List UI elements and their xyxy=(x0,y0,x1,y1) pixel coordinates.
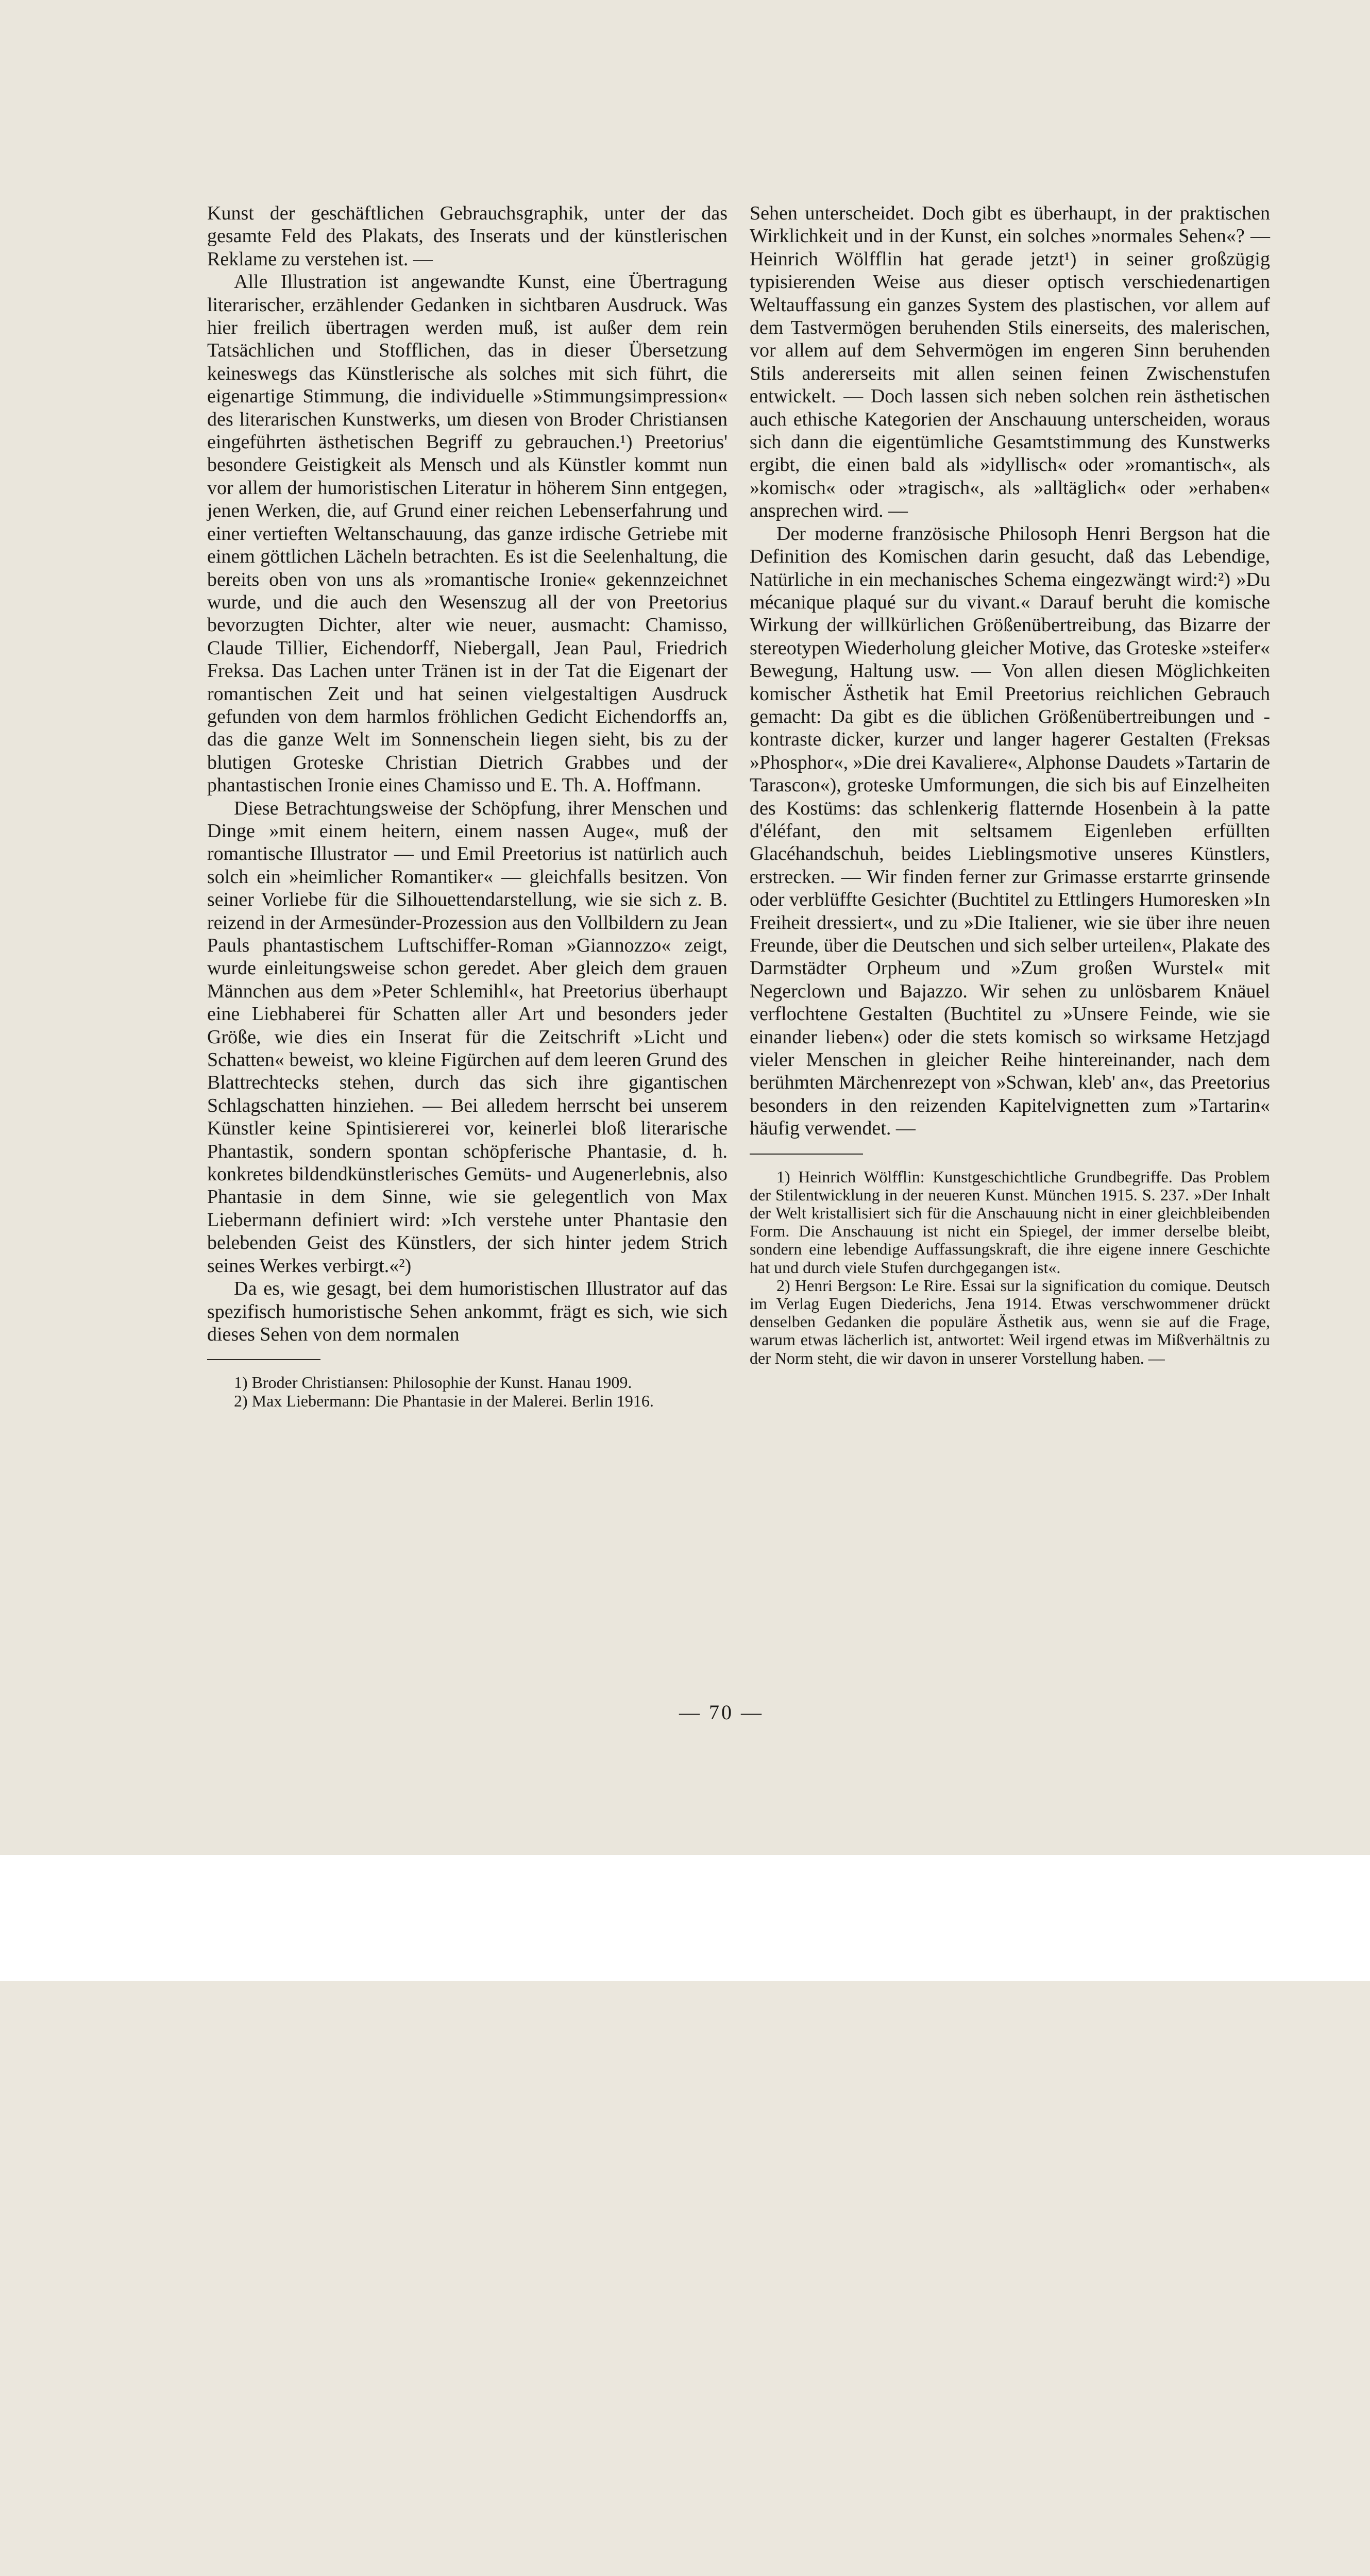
paragraph: Der moderne französische Philosoph Henri Bergson hat die Definition des Komischen darin gesucht, daß das Lebendige, Natürliche in ein mechanisches Schema eingezwängt wird:²) »Du mécanique plaqué sur du vivant.« Darauf beruht die komische Wirkung der willkürlichen Größenübertreibung, das Bizarre der stereotypen Wiederholung gleicher Motive, das Groteske »steifer« Bewegung, Haltung usw. — Von allen diesen Möglichkeiten komischer Ästhetik hat Emil Preetorius reichlichen Gebrauch gemacht: Da gibt es die üblichen Größenübertreibungen und -kontraste dicker, kurzer und langer hagerer Gestalten (Freksas »Phosphor«, »Die drei Kavaliere«, Alphonse Daudets »Tartarin de Tarascon«), groteske Umformungen, die sich bis auf Einzelheiten des Kostüms: das schlenkerig flatternde Hosenbein à la patte d'éléfant, den mit seltsamem Eigenleben erfüllten Glacéhandschuh, beides Lieblingsmotive unseres Künstlers, erstrecken. — Wir finden ferner zur Grimasse erstarrte grinsende oder verblüffte Gesichter (Buchtitel zu Ettlingers Humoresken »In Freiheit dressiert«, und zu »Die Italiener, wie sie über ihre neuen Freunde, über die Deutschen und sich selber urteilen«, Plakate des Darmstädter Orpheum und »Zum großen Wurstel« mit Negerclown und Bajazzo. Wir sehen zu unlösbarem Knäuel verflochtene Gestalten (Buchtitel zu »Unsere Feinde, wie sie einander lieben«) oder die stets komisch so wirksame Hetzjagd vieler Menschen in gleicher Reihe hintereinander, nach dem berühmten Märchenrezept von »Schwan, kleb' an«, das Preetorius besonders in den reizenden Kapitelvignetten zum »Tartarin« häufig verwendet. — xyxy=(750,522,1270,1140)
paragraph: Da es, wie gesagt, bei dem humoristischen Illustrator auf das spezifisch humoristische Sehen ankommt, frägt es sich, wie sich dieses Sehen von dem normalen xyxy=(207,1278,728,1345)
paragraph: Kunst der geschäftlichen Gebrauchsgraphik, unter der das gesamte Feld des Plakats, des Inserats und der künstlerischen Reklame zu verstehen ist. — xyxy=(207,202,728,270)
footnote: 2) Henri Bergson: Le Rire. Essai sur la signification du comique. Deutsch im Verlag Eugen Diederichs, Jena 1914. Etwas verschwommener drückt denselben Gedanken die populäre Ästhetik aus, wenn sie auf die Frage, warum etwas lächerlich ist, antwortet: Weil irgend etwas im Mißverhältnis zu der Norm steht, die wir davon in unserer Vorstellung haben. — xyxy=(750,1276,1270,1367)
paragraph: Diese Betrachtungsweise der Schöpfung, ihrer Menschen und Dinge »mit einem heitern, einem nassen Auge«, muß der romantische Illustrator — und Emil Preetorius ist natürlich auch solch ein »heimlicher Romantiker« — gleichfalls besitzen. Von seiner Vorliebe für die Silhouettendarstellung, wie sie sich z. B. reizend in der Armesünder-Prozession aus den Vollbildern zu Jean Pauls phantastischem Luftschiffer-Roman »Giannozzo« zeigt, wurde einleitungsweise schon geredet. Aber gleich dem grauen Männchen aus dem »Peter Schlemihl«, hat Preetorius überhaupt eine Liebhaberei für Schatten aller Art und besonders jeder Größe, wie dies ein Inserat für die Zeitschrift »Licht und Schatten« beweist, wo kleine Figürchen auf dem leeren Grund des Blattrechtecks stehen, durch das sich ihre gigantischen Schlagschatten hinziehen. — Bei alledem herrscht bei unserem Künstler keine Spintisiererei vor, keinerlei bloß literarische Phantastik, sondern spontan schöpferische Phantasie, d. h. konkretes bildendkünstlerisches Gemüts- und Augenerlebnis, also Phantasie in dem Sinne, wie sie gelegentlich von Max Liebermann definiert wird: »Ich verstehe unter Phantasie den belebenden Geist des Künstlers, der sich hinter jedem Strich seines Werkes verbirgt.«²) xyxy=(207,797,728,1277)
page-number: — 70 — xyxy=(679,1701,764,1724)
footnote: 1) Broder Christiansen: Philosophie der Kunst. Hanau 1909. xyxy=(234,1373,632,1392)
footnote-divider xyxy=(207,1359,320,1360)
right-column xyxy=(750,202,1270,1367)
footnote-divider xyxy=(750,1154,863,1155)
paragraph: Alle Illustration ist angewandte Kunst, eine Übertragung literarischer, erzählender Gedanken in sichtbaren Ausdruck. Was hier freilich übertragen werden muß, ist außer dem rein Tatsächlichen und Stofflichen, das in dieser Übersetzung keineswegs das Künstlerische als solches mit sich führt, die eigenartige Stimmung, die individuelle »Stimmungsimpression« des literarischen Kunstwerks, um diesen von Broder Christiansen eingeführten ästhetischen Begriff zu gebrauchen.¹) Preetorius' besondere Geistigkeit als Mensch und als Künstler kommt nun vor allem der humoristischen Literatur in höherem Sinn entgegen, jenen Werken, die, auf Grund einer reichen Lebenserfahrung und einer vertieften Weltanschauung, das ganze irdische Getriebe mit einem göttlichen Lächeln betrachten. Es ist die Seelenhaltung, die bereits oben von uns als »romantische Ironie« gekennzeichnet wurde, und die auch den Wesenszug all der von Preetorius bevorzugten Dichter, alter wie neuer, ausmacht: Chamisso, Claude Tillier, Eichendorff, Niebergall, Jean Paul, Friedrich Freksa. Das Lachen unter Tränen ist in der Tat die Eigenart der romantischen Zeit und hat seinen vielgestaltigen Ausdruck gefunden von dem harmlos fröhlichen Gedicht Eichendorffs an, das die ganze Welt im Sonnenschein liegen sieht, bis zu der blutigen Groteske Christian Dietrich Grabbes und der phantastischen Ironie eines Chamisso und E. Th. A. Hoffmann. xyxy=(207,271,728,796)
paragraph: Sehen unterscheidet. Doch gibt es überhaupt, in der praktischen Wirklichkeit und in der Kunst, ein solches »normales Sehen«? — Heinrich Wölfflin hat gerade jetzt¹) in seiner großzügig typisierenden Weise aus dieser optisch verschiedenartigen Weltauffassung ein ganzes System des plastischen, vor allem auf dem Tastvermögen beruhenden Stils einerseits, des malerischen, vor allem auf dem Sehvermögen im engeren Sinn beruhenden Stils andererseits mit allen seinen feinen Zwischenstufen entwickelt. — Doch lassen sich neben solchen rein ästhetischen auch ethische Kategorien der Anschauung unterscheiden, woraus sich dann die eigentümliche Gesamtstimmung des Kunstwerks ergibt, die einen bald als »idyllisch« oder »romantisch«, als »komisch« oder »tragisch«, als »alltäglich« oder »erhaben« ansprechen wird. — xyxy=(750,202,1270,522)
viewer-footer xyxy=(0,1855,1370,1981)
footnotes xyxy=(207,1374,728,1410)
left-column xyxy=(207,202,728,1410)
footnotes xyxy=(750,1168,1270,1367)
footnote: 2) Max Liebermann: Die Phantasie in der Malerei. Berlin 1916. xyxy=(234,1391,654,1410)
footnote: 1) Heinrich Wölfflin: Kunstgeschichtliche Grundbegriffe. Das Problem der Stilentwicklung in der neueren Kunst. München 1915. S. 237. »Der Inhalt der Welt kristallisiert sich für die Anschauung nicht in einer gleichbleibenden Form. Die Anschauung ist nicht ein Spiegel, der immer derselbe bleibt, sondern eine lebendige Auffassungskraft, die ihre eigene innere Geschichte hat und durch viele Stufen durchgegangen ist«. xyxy=(750,1167,1270,1277)
